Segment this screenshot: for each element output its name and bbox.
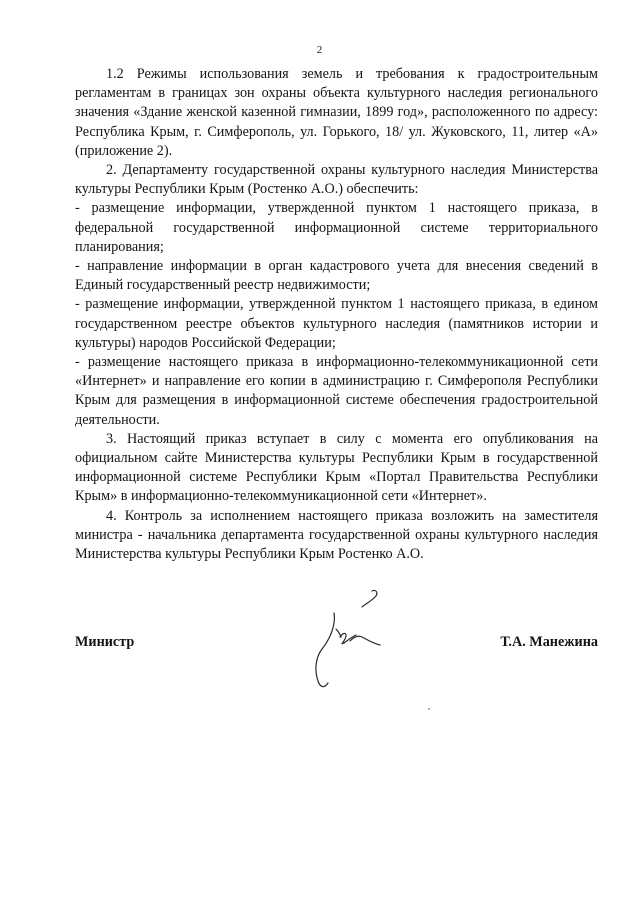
paragraph-3-entry-into-force: 3. Настоящий приказ вступает в силу с момента его опубликования на официальном сайте Министерства культуры Республики Крым в государственной информационной системе Республики Крым «Портал Правительства Республики Крым» в информационно-телекоммуникационной сети «Интернет». [75, 430, 598, 505]
document-body [75, 65, 598, 564]
paragraph-4-control: 4. Контроль за исполнением настоящего приказа возложить на заместителя министра - начальника департамента государственной охраны культурного наследия Министерства культуры Республики Крым Ростенко А.О. [75, 507, 598, 563]
page-number: 2 [316, 44, 323, 56]
list-item-federal-system: - размещение информации, утвержденной пунктом 1 настоящего приказа, в федеральной государственной информационной системе территориального планирования; [75, 200, 598, 255]
list-item-internet-publication: - размещение настоящего приказа в информационно-телекоммуникационной сети «Интернет» и направление его копии в администрацию г. Симферополя Республики Крым для размещения в информационной системе обеспечения градостроительной деятельности. [75, 354, 598, 428]
signer-name: Т.А. Манежина [500, 634, 598, 650]
paragraph-2-department-duties: 2. Департаменту государственной охраны культурного наследия Министерства культуры Республики Крым (Ростенко А.О.) обеспечить: [75, 162, 598, 198]
signer-title: Министр [75, 634, 135, 650]
list-item-cadastral-registry: - направление информации в орган кадастрового учета для внесения сведений в Единый государственный реестр недвижимости; [75, 258, 598, 294]
paragraph-1-2-land-use-regimes: 1.2 Режимы использования земель и требования к градостроительным регламентам в границах зон охраны объекта культурного наследия регионального значения «Здание женской казенной гимназии, 1899 год», расположенного по адресу: Республика Крым, г. Симферополь, ул. Горького, 18/ ул. Жуковского, 11, литер «А» (приложение 2). [75, 66, 598, 159]
scan-speck [428, 708, 430, 710]
list-item-heritage-registry: - размещение информации, утвержденной пунктом 1 настоящего приказа, в едином государственном реестре объектов культурного наследия (памятников истории и культуры) народов Российской Федерации; [75, 296, 598, 351]
handwritten-signature-icon [300, 585, 390, 695]
